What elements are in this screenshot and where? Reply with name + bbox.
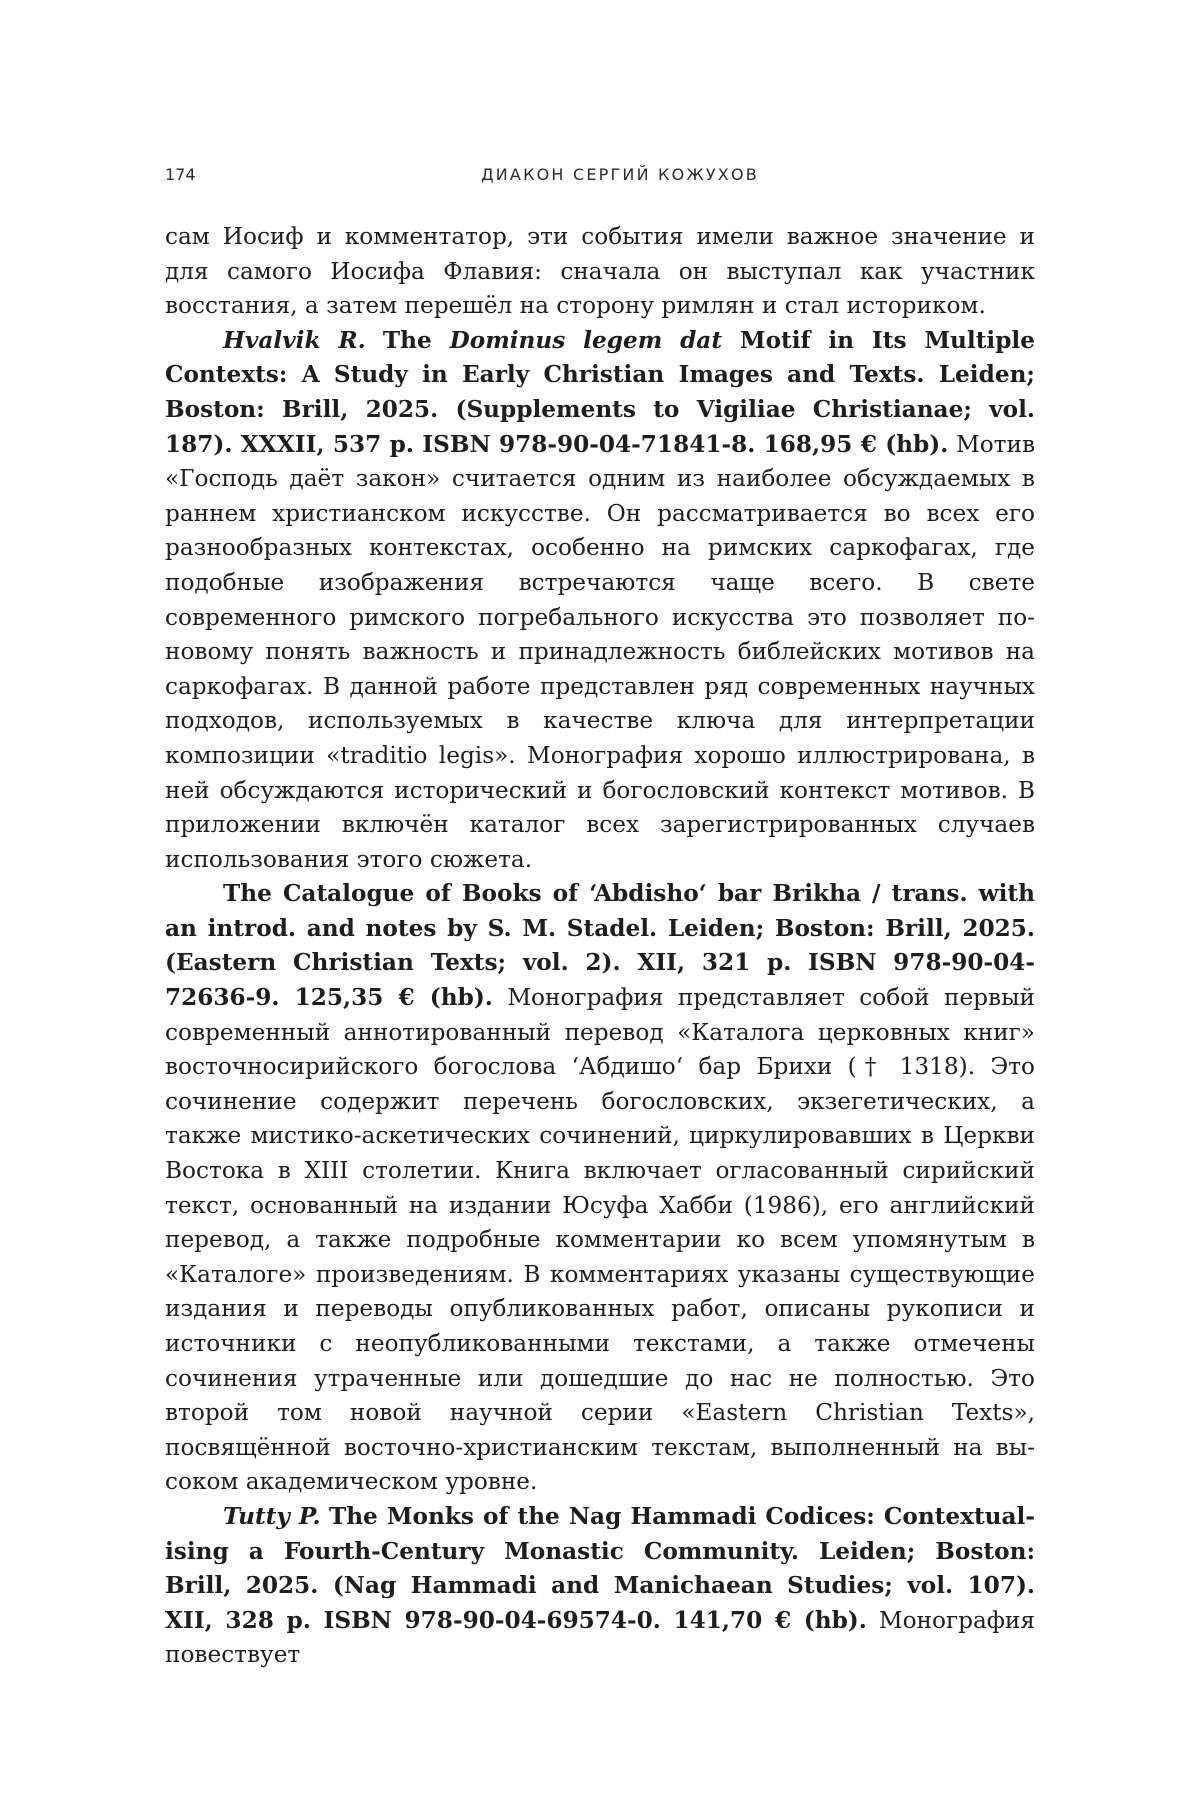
citation-part: The bbox=[382, 326, 450, 354]
paragraph-body: сам Иосиф и комментатор, эти события имели важное значение и для самого Иосифа Флавия: сначала он выступал как участник восстания, а затем перешёл на сторону римлян и стал историком. bbox=[165, 223, 1035, 320]
entry-body: Монография повествует bbox=[165, 1606, 1036, 1669]
page-number: 174 bbox=[165, 165, 196, 184]
entry-author: Tutty P. bbox=[223, 1502, 321, 1530]
text-block bbox=[165, 220, 1035, 1673]
citation-part-italic: Dominus legem dat bbox=[449, 326, 723, 354]
entry-citation: The Catalogue of Books of ‘Abdisho‘ bar Brikha / trans. with an introd. and notes by S. M. Stadel. Leiden; Boston: Brill, 2025. (Eastern Christian Texts; vol. 2). XII, 321 p. ISBN 978-90-04-72636-9. 125,35 € (hb). bbox=[165, 880, 1035, 1012]
review-entry-tutty bbox=[165, 1500, 1035, 1673]
entry-body: Монография представляет собой первый современный аннотированный перевод «Каталога церковных книг» восточносирийского богослова ‘Абдишо‘ бар Брихи († 1318). Это сочинение содержит перечень богословских, экзегетических, а также мистико-аскетических сочинений, циркулировавших в Церкви Востока в XIII столетии. Книга включает огласованный сирийский текст, основанный на издании Юсуфа Хабби (1986), его английский перевод, а также подробные комментарии ко всем упомянутым в «Каталоге» произведениям. В комментариях указаны существующие издания и переводы опубликованных работ, описаны рукописи и источники с неопубликованными текстами, а также отмечены сочинения утраченные или дошедшие до нас не полностью. Это второй том новой научной серии «Eastern Christian Texts», посвящённой восточно-христианским текстам, выполненный на высоком академическом уровне. bbox=[165, 984, 1035, 1496]
review-entry-hvalvik bbox=[165, 324, 1035, 878]
review-entry-abdisho bbox=[165, 877, 1035, 1500]
running-head bbox=[165, 165, 1035, 189]
book-page bbox=[165, 0, 1035, 1801]
entry-body: Мотив «Господь даёт закон» считается одним из наиболее обсуждаемых в раннем христианском искусстве. Он рассматривается во всех его разнообразных контекстах, особенно на римских саркофагах, где подобные изображения встречаются чаще всего. В свете современного римского погребального искусства это позволяет по-новому понять важность и принадлежность библейских мотивов на саркофагах. В данной работе представлен ряд современных научных подходов, используемых в качестве ключа для интерпретации композиции «traditio legis». Монография хорошо иллюстрирована, в ней обсуждаются исторический и богословский контекст мотивов. В приложении включён каталог всех зарегистрированных случаев использования этого сюжета. bbox=[165, 430, 1036, 873]
running-title: ДИАКОН СЕРГИЙ КОЖУХОВ bbox=[481, 165, 759, 184]
paragraph-continuation bbox=[165, 220, 1035, 324]
citation-part: Motif in Its Multiple Contexts: A Study in Early Christian Images and Texts. Leiden; Boston: Brill, 2025. (Supplements to Vigiliae Christianae; vol. 187). XXXII, 537 p. ISBN 978-90-04-71841-8. 168,95 € (hb). bbox=[165, 326, 1035, 458]
entry-citation: The Monks of the Nag Hammadi Codices: Contextualising a Fourth-Century Monastic Community. Leiden; Boston: Brill, 2025. (Nag Hammadi and Manichaean Studies; vol. 107). XII, 328 p. ISBN 978-90-04-69574-0. 141,70 € (hb). bbox=[165, 1502, 1035, 1634]
entry-author: Hvalvik R. bbox=[223, 326, 366, 354]
